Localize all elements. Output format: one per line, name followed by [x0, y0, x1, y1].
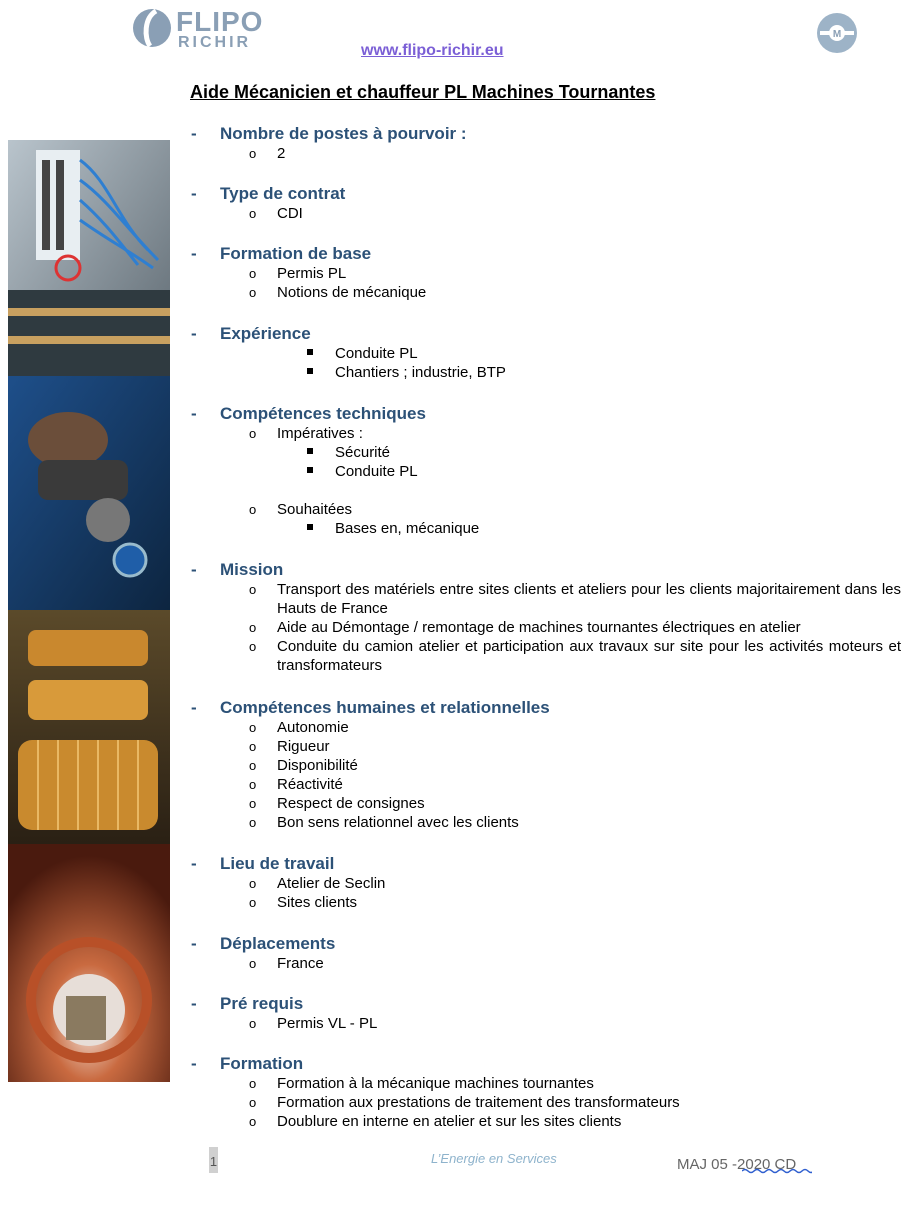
circle-bullet-icon: o — [249, 266, 257, 281]
circle-bullet-icon: o — [249, 146, 257, 161]
list-item: o Notions de mécanique — [249, 284, 427, 301]
circle-bullet-icon: o — [249, 206, 257, 221]
section-deplacements — [191, 934, 901, 973]
motor-component-photo — [8, 376, 170, 610]
circle-bullet-icon: o — [249, 1095, 257, 1110]
circle-bullet-icon: o — [249, 720, 257, 735]
membership-badge-icon — [817, 13, 857, 53]
list-item: o Autonomie — [249, 719, 349, 736]
list-item: o Disponibilité — [249, 757, 358, 774]
circle-bullet-icon: o — [249, 777, 257, 792]
section-mission — [191, 560, 901, 675]
list-item: o Réactivité — [249, 776, 343, 793]
section-heading: - Compétences techniques — [191, 404, 426, 423]
list-item: o Impératives : — [249, 425, 363, 442]
square-bullet-icon — [307, 349, 313, 355]
list-item: o Bon sens relationnel avec les clients — [249, 814, 519, 831]
section-heading: - Type de contrat — [191, 184, 346, 203]
spellcheck-underline-icon — [742, 1168, 812, 1174]
section-lieu-de-travail — [191, 854, 901, 912]
list-item: o Formation à la mécanique machines tournantes — [249, 1075, 594, 1092]
circle-bullet-icon: o — [249, 502, 257, 517]
section-postes — [191, 124, 901, 163]
section-heading: - Compétences humaines et relationnelles — [191, 698, 550, 717]
square-bullet-icon — [307, 368, 313, 374]
circle-bullet-icon: o — [249, 1114, 257, 1129]
website-link[interactable]: www.flipo-richir.eu — [361, 42, 504, 59]
list-item: Sécurité — [191, 443, 901, 462]
page-number: 1 — [209, 1147, 218, 1173]
section-contrat — [191, 184, 901, 223]
circle-bullet-icon: o — [249, 876, 257, 891]
photo-strip — [8, 140, 170, 1082]
list-item: Conduite PL — [191, 462, 901, 481]
section-heading: - Lieu de travail — [191, 854, 335, 873]
transformer-coils-photo — [8, 610, 170, 844]
section-heading: - Nombre de postes à pourvoir : — [191, 124, 467, 143]
badge-letter: M — [832, 29, 842, 40]
circle-bullet-icon: o — [249, 426, 257, 441]
square-bullet-icon — [307, 467, 313, 473]
square-bullet-icon — [307, 448, 313, 454]
circle-bullet-icon: o — [249, 1016, 257, 1031]
circle-bullet-icon: o — [249, 956, 257, 971]
circle-bullet-icon: o — [249, 1076, 257, 1091]
list-item: o 2 — [249, 145, 286, 162]
list-item: o Respect de consignes — [249, 795, 425, 812]
circle-bullet-icon: o — [249, 758, 257, 773]
section-heading: - Formation — [191, 1054, 304, 1073]
section-heading: - Expérience — [191, 324, 311, 343]
section-competences-techniques — [191, 404, 901, 538]
section-heading: - Pré requis — [191, 994, 304, 1013]
list-item: o CDI — [249, 205, 303, 222]
list-item: o Conduite du camion atelier et participation aux travaux sur site pour les activités moteurs et transformateurs — [249, 638, 901, 674]
section-heading: - Déplacements — [191, 934, 336, 953]
list-item: o Permis VL - PL — [249, 1015, 378, 1032]
footer-tagline: L’Energie en Services — [431, 1151, 557, 1166]
list-item: o Aide au Démontage / remontage de machines tournantes électriques en atelier — [249, 619, 801, 636]
list-item: Bases en, mécanique — [191, 519, 901, 538]
list-item: o Atelier de Seclin — [249, 875, 386, 892]
square-bullet-icon — [307, 524, 313, 530]
circle-bullet-icon: o — [249, 895, 257, 910]
list-item: o Sites clients — [249, 894, 358, 911]
section-heading: - Mission — [191, 560, 284, 579]
section-competences-humaines — [191, 698, 901, 832]
list-item: o Rigueur — [249, 738, 330, 755]
logo-mark-icon — [132, 8, 172, 48]
circle-bullet-icon: o — [249, 796, 257, 811]
document-title: Aide Mécanicien et chauffeur PL Machines Tournantes — [190, 82, 656, 102]
list-item: Conduite PL — [191, 344, 901, 363]
circle-bullet-icon: o — [249, 815, 257, 830]
list-item: Chantiers ; industrie, BTP — [191, 363, 901, 382]
stator-winding-photo — [8, 844, 170, 1082]
flipo-richir-logo — [132, 6, 277, 50]
list-item: o Permis PL — [249, 265, 347, 282]
section-formation — [191, 1054, 901, 1131]
circle-bullet-icon: o — [249, 639, 257, 654]
list-item: o Souhaitées — [249, 501, 353, 518]
circle-bullet-icon: o — [249, 739, 257, 754]
revision-note: MAJ 05 -2020 CD — [677, 1156, 797, 1173]
list-item: o Formation aux prestations de traitement des transformateurs — [249, 1094, 680, 1111]
electrical-cabinet-photo — [8, 140, 170, 376]
circle-bullet-icon: o — [249, 620, 257, 635]
section-heading: - Formation de base — [191, 244, 372, 263]
section-experience — [191, 324, 901, 382]
list-item: o Doublure en interne en atelier et sur les sites clients — [249, 1113, 622, 1130]
list-item: o Transport des matériels entre sites clients et ateliers pour les clients majoritairement dans les Hauts de France — [249, 581, 901, 617]
logo-word-flipo: FLIPO — [176, 6, 264, 37]
logo-word-richir: RICHIR — [178, 34, 252, 51]
list-item: o France — [249, 955, 324, 972]
section-formation-base — [191, 244, 901, 302]
section-prerequis — [191, 994, 901, 1033]
circle-bullet-icon: o — [249, 582, 257, 597]
circle-bullet-icon: o — [249, 285, 257, 300]
